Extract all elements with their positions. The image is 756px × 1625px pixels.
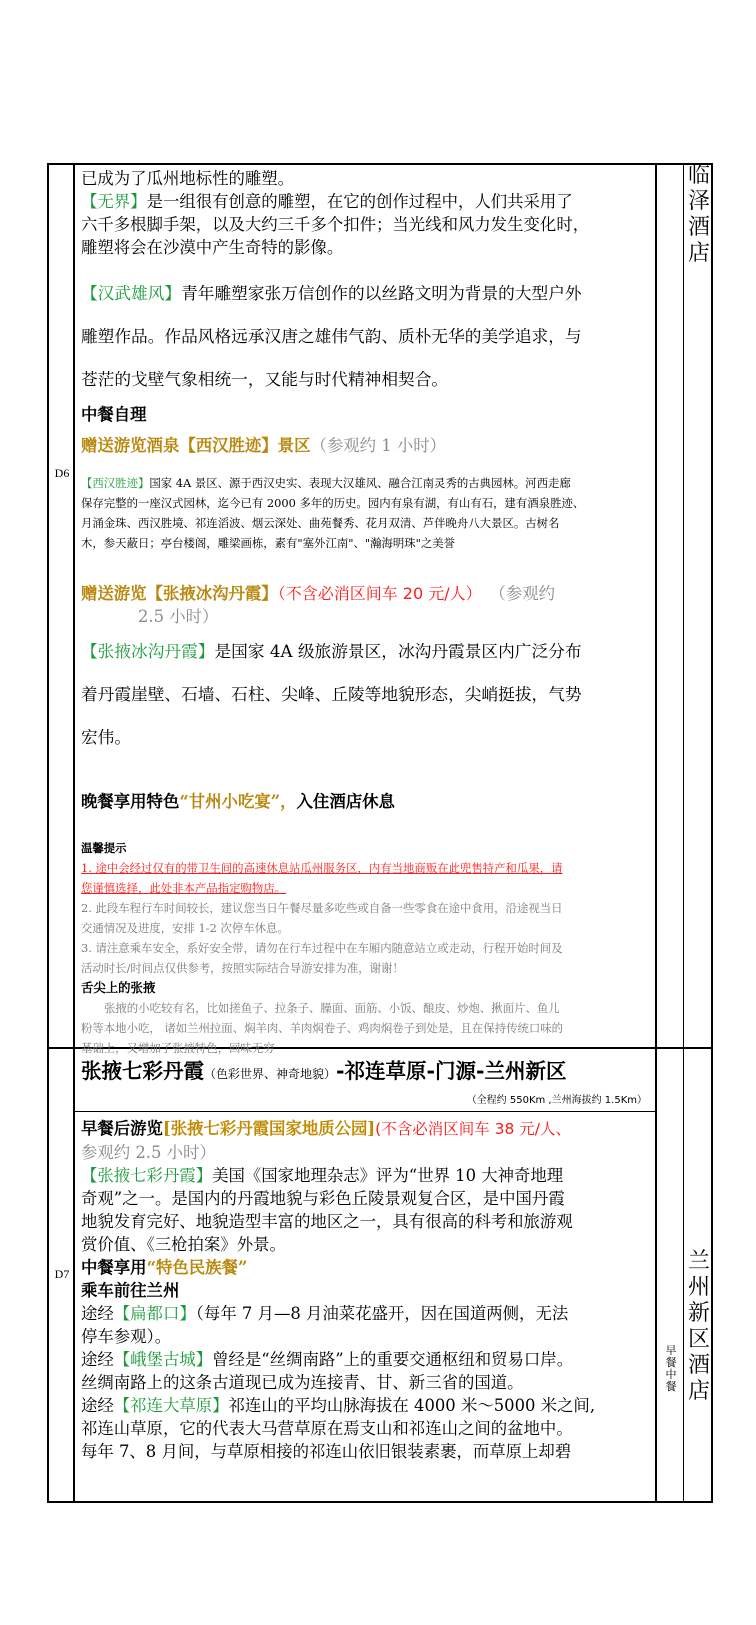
meal-column-divider — [683, 163, 684, 1503]
route-title-divider — [73, 1111, 655, 1112]
d7-content: 早餐后游览[张掖七彩丹霞国家地质公园](不含必消区间车 38 元/人、 参观约 2.5 小时） 【张掖七彩丹霞】美国《国家地理杂志》评为“世界 10 大神奇地理 奇观”之一。是国内的丹霞地貌与彩色丘陵景观复合区，是中国丹霞 地貌发育完好、地貌造型丰富的地区之一，具有很高的科考和旅游观 赏价值、《三枪拍案》外景。 中餐享用“特色民族餐” 乘车前往兰州 途经【扁都口】（每年 7 月—8 月油菜花盛开，因在国道两侧，无法 停车参观）。 途经【峨堡古城】曾经是“丝绸南路”上的重要交通枢纽和贸易口岸。 丝绸南路上的这条古道现已成为连接青、甘、新三省的国道。 途经【祁连大草原】祁连山的平均山脉海拔在 4000 米～5000 米之间, 祁连山草原，它的代表大马营草原在焉支山和祁连山之间的盆地中。 每年 7、8 月间，与草原相接的祁连山依旧银装素裹，而草原上却碧 — [81, 1117, 655, 1463]
tips-section: 温馨提示 1. 途中会经过仅有的带卫生间的高速休息站瓜州服务区，内有当地商贩在此兜售特产和瓜果，请 您谨慎选择，此处非本产品指定购物店。 2. 此段车程行车时间较长，建议您当日午餐尽量多吃些或自备一些零食在途中食用，沿途视当日 交通情况及进度，安排 1-2 次停车休息。 3. 请注意乘车安全，系好安全带，请勿在行车过程中在车厢内随意站立或走动，行程开始时间及 活动时长/时间点仅供参考，按照实际结合导游安排为准，谢谢！ 舌尖上的张掖 张掖的小吃较有名，比如搓鱼子、拉条子、臊面、面筋、小饭、酿皮、炒炮、揪面片、鱼儿 粉等本地小吃， 诸如兰州拉面、焖羊肉、羊肉焖卷子、鸡肉焖卷子到处是，且在保持传统口味的 基础上，又增加了张掖特色，回味无穷 — [81, 838, 655, 1058]
day-label-d6: D6 — [54, 466, 70, 480]
d7-route-title: 张掖七彩丹霞（色彩世界、神奇地貌）-祁连草原-门源-兰州新区 （全程约 550Km ,兰州海拔约 1.5Km） — [81, 1055, 655, 1108]
binggou-heading: 赠送游览【张掖冰沟丹霞】（不含必消区间车 20 元/人） （参观约 2.5 小时） — [81, 584, 555, 626]
d6-content: 已成为了瓜州地标性的雕塑。 【无界】是一组很有创意的雕塑，在它的创作过程中，人们共采用了 六千多根脚手架，以及大约三千多个扣件；当光线和风力发生变化时， 雕塑将会在沙漠中产生奇特的影像。 【汉武雄风】青年雕塑家张万信创作的以丝路文明为背景的大型户外 雕塑作品。作品风格远承汉唐之雄伟气韵、质朴无华的美学追求，与 苍茫的戈壁气象相统一，又能与时代精神相契合。 中餐自理 赠送游览酒泉【西汉胜迹】景区（参观约 1 小时） 【西汉胜迹】国家 4A 景区、源于西汉史实、表现大汉雄风、融合江南灵秀的古典园林。河西走廊 保存完整的一座汉式园林，迄今已有 2000 多年的历史。园内有泉有湖，有山有石，建有酒泉胜迹、 月涌金珠、西汉胜境、祁连滔波、烟云深处、曲苑餐秀、花月双清、芦伴晚舟八大景区。古树名 木，参天蔽日；亭台楼阁，雕梁画栋，素有"塞外江南"、"瀚海明珠"之美誉 赠送游览【张掖冰沟丹霞】（不含必消区间车 20 元/人） （参观约 2.5 小时） 【张掖冰沟丹霞】是国家 4A 级旅游景区，冰沟丹霞景区内广泛分布 着丹霞崖壁、石墙、石柱、尖峰、丘陵等地貌形态，尖峭挺拔，气势 宏伟。 晚餐享用特色“甘州小吃宴”，入住酒店休息 温馨提示 1. 途中会经过仅有的带卫生间的高速休息站瓜州服务区，内有当地商贩在此兜售特产和瓜果，请 您谨慎选择，此处非本产品指定购物店。 2. 此段车程行车时间较长，建议您当日午餐尽量多吃些或自备一些零食在途中食用，沿途视当日 交通情况及进度，安排 1-2 次停车休息。 3. 请注意乘车安全，系好安全带，请勿在行车过程中在车厢内随意站立或走动，行程开始时间及 活动时长/时间点仅供参考，按照实际结合导游安排为准，谢谢！ 舌尖上的张掖 张掖的小吃较有名，比如搓鱼子、拉条子、臊面、面筋、小饭、酿皮、炒炮、揪面片、鱼儿 粉等本地小吃， 诸如兰州拉面、焖羊肉、羊肉焖卷子、鸡肉焖卷子到处是，且在保持传统口味的 基础上，又增加了张掖特色，回味无穷 — [81, 167, 655, 297]
itinerary-table — [47, 163, 712, 1503]
ebao-desc: 途经【峨堡古城】曾经是“丝绸南路”上的重要交通枢纽和贸易口岸。 — [81, 1350, 574, 1369]
content-column-divider — [655, 163, 657, 1503]
binggou-desc: 【张掖冰沟丹霞】是国家 4A 级旅游景区，冰沟丹霞景区内广泛分布 着丹霞崖壁、石墙、石柱、尖峰、丘陵等地貌形态，尖峭挺拔，气势 宏伟。 — [81, 641, 582, 747]
biandukou-desc: 途经【扁都口】（每年 7 月—8 月油菜花盛开，因在国道两侧，无法 — [81, 1304, 569, 1323]
table-border-top — [47, 163, 712, 165]
table-border-bottom — [47, 1501, 712, 1503]
meals-d7: 早 餐 中 餐 — [665, 1344, 677, 1393]
route-distance-note: （全程约 550Km ,兰州海拔约 1.5Km） — [466, 1095, 647, 1106]
hotel-d7: 兰 州 新 区 酒 店 — [687, 1249, 710, 1404]
table-border-right — [711, 163, 713, 1503]
paragraph-guazhou: 已成为了瓜州地标性的雕塑。 — [81, 169, 295, 188]
tips-title: 温馨提示 — [81, 841, 127, 855]
food-title: 舌尖上的张掖 — [81, 980, 156, 995]
d7-breakfast-line: 早餐后游览[张掖七彩丹霞国家地质公园](不含必消区间车 38 元/人、 — [81, 1119, 572, 1138]
ride-to-lanzhou: 乘车前往兰州 — [81, 1281, 180, 1300]
day-label-d7: D7 — [54, 1267, 70, 1281]
lunch-d6: 中餐自理 — [81, 405, 147, 424]
hotel-d6: 临 泽 酒 店 — [687, 163, 710, 266]
xihan-heading: 赠送游览酒泉【西汉胜迹】景区（参观约 1 小时） — [81, 436, 447, 455]
xihan-desc: 【西汉胜迹】国家 4A 景区、源于西汉史实、表现大汉雄风、融合江南灵秀的古典园林。河西走廊 保存完整的一座汉式园林，迄今已有 2000 多年的历史。园内有泉有湖，有山有石，建有酒泉胜迹、 月涌金珠、西汉胜境、祁连滔波、烟云深处、曲苑餐秀、花月双清、芦伴晚舟八大景区。古树名 木，参天蔽日；亭台楼阁，雕梁画栋，素有"塞外江南"、"瀚海明珠"之美誉 — [81, 476, 585, 550]
day-column-divider — [73, 163, 75, 1503]
qicai-desc: 【张掖七彩丹霞】美国《国家地理杂志》评为“世界 10 大神奇地理 — [81, 1166, 564, 1185]
table-border-left — [47, 163, 49, 1503]
lunch-d7: 中餐享用“特色民族餐” — [81, 1258, 248, 1277]
paragraph-wujie: 【无界】是一组很有创意的雕塑，在它的创作过程中，人们共采用了 — [81, 192, 573, 211]
qilian-desc: 途经【祁连大草原】祁连山的平均山脉海拔在 4000 米～5000 米之间, — [81, 1396, 596, 1415]
dinner-d6: 晚餐享用特色“甘州小吃宴”，入住酒店休息 — [81, 792, 395, 811]
paragraph-hanwu: 【汉武雄风】青年雕塑家张万信创作的以丝路文明为背景的大型户外 雕塑作品。作品风格远承汉唐之雄伟气韵、质朴无华的美学追求，与 苍茫的戈壁气象相统一，又能与时代精神相契合。 — [81, 283, 582, 389]
